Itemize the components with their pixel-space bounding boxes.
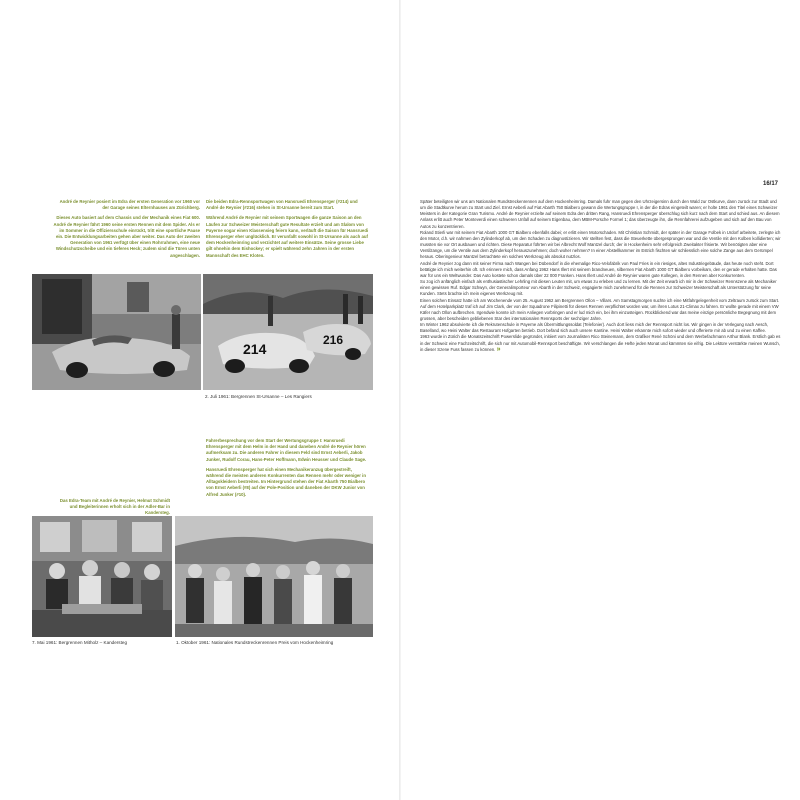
body-paragraph: Später beteiligten wir uns am Nationalen Rundstreckenrennen auf dem Hockenheimring. Damals fuhr man gegen den Uhrzeigersinn durch den Wald zur Ostkurve, dann zurück zur Stadt und um die Stadtkurve herum zu Start und Ziel. Ernst Aeberli auf Fiat Abarth 750 Bialbero gewann die Wertungsgruppe I, in der die Edras eingeteilt waren; er holte 1961 den Titel eines Schweizer Meisters in der Kategorie Gran Turismo. André de Reynier erzielte auf seinem Edra den dritten Rang, Hansruedi Ehrensperger überschlug sich kurz nach dem Start und schied aus. An diesem Anlass erlitt auch Peter Monteverdi einen schweren Unfall auf seinem Eigenbau, dem MBM-Porsche Formel 1; das überzeugte ihn, die Rennfahrerei aufzugeben und sich auf den Bau von Autos zu konzentrieren. — [420, 199, 780, 229]
car-number-216: 216 — [323, 333, 344, 347]
body-paragraph-text: 1963 wurde in Zürich die Monatszeitschrift Powerslide gegründet, initiiert vom Journalisten Rico Steinemann, dem Grafiker René Schöni und dem Werbefachmann Arthur Blank. Erstlich gab es in der Schweiz eine Fachzeitschrift, die sich nur mit Automobil-Rennsport beschäftigte. Wir verschlangen die Hefte jeden Monat und kämmten sie eifrig. Die Lektüre verstärkte meinen Wunsch, in dieser Szene Fuss fassen zu können. — [420, 334, 781, 352]
photo-drivers-briefing — [175, 516, 373, 637]
drivers-briefing-image — [175, 516, 373, 637]
car-number-214: 214 — [243, 341, 267, 357]
photo-caption-bottom-right: 1. Oktober 1961: Nationales Rundstreckenrennen Preis vom Hockenheimring — [176, 640, 334, 645]
caption-paragraph: André de Reynier posiert im Edra der ersten Generation vor 1960 vor der Garage seines Elternhauses am Zürichberg. — [59, 199, 200, 211]
race-cars-start-image — [203, 274, 373, 390]
caption-paragraph: Während André de Reynier mit seinem Sportwagen die ganze Saison an den Läufen zur Schweizer Meisterschaft gute Resultate erzielt und am Slalom von Payerne sogar einen Klassensieg feiern kann, verläuft die Saison für Hansruedi Ehrensperger eher unglücklich. Er verunfallt sowohl in St-Ursanne als auch auf dem Hockenheimring und verzichtet auf weitere Einsätze. Seine grosse Liebe gilt ohnehin dem Eishockey; er spielt während zehn Jahren in der ersten Mannschaft des EHC Kloten. — [206, 215, 369, 258]
body-paragraph: Im Winter 1962 absolvierte ich die Rekrutenschule in Payerne als Übermittlungssoldat (Telefonier). Auch dort liess mich der Rennsport nicht los. Wir gingen in der Verlegung nach Aesch, Baselland, wo Heini Walter das Restaurant Hofgarten betrieb. Dort befand sich auch unsere Kantine. Heini Walter erkannte mich sofort wieder und offerierte mir ab und zu einen Kaffee. — [420, 322, 769, 334]
caption-middle-right — [206, 438, 370, 502]
photo-caption-bottom-left: 7. Mai 1961: Bergrennen Mitholz – Kandersteg — [32, 640, 127, 645]
body-paragraph: Einen solchen Einsatz hatte ich am Wochenende vom 25. August 1962 am Bergrennen Ollon – Villars. Am Samstagmorgen suchte ich eine Mitfahrgelegenheit vom Zeltraum zurück zum Start. Auf dem Hotelparkplatz traf ich auf Jim Clark, der von der Squadrone Filipinetti für dieses Rennen verpflichtet worden war, um ihren Lotus 21-Climax zu fahren. Er wollte gerade mit einem VW Käfer nach Ollon aufbrechen. Irgendwie konnte ich mein Anliegen vorbringen und er lud mich ein, bei ihm einzusteigen. Rückblickend war das meine einzige persönliche Begegnung mit dem grossen, aber bescheiden gebliebenen Star des internationalen Rennsports der sechziger Jahre. — [420, 297, 780, 321]
body-paragraph: André de Reynier zog dann mit seiner Firma nach Wangen bei Dübendorf in die ehemalige Rico-Velofabrik von Paul Fries in ein riesiges, altes Industriegebäude, das heute noch steht. Dort betätigte ich mich weiterhin oft. Ich erinnere mich, dass Anfang 1962 Hans Illert mit seinem brandneuen, silbernen Fiat Abarth 1000 GT Bialbero vorbeikam, den er gerade erhalten hatte. Das war für uns ein Weltwunder. Das Auto kostete schon damals über 22 000 Franken. Hans Illert und André de Reynier waren gute Kollegen, in den Rennen aber Konkurrenten. — [420, 260, 777, 278]
body-paragraph-last — [420, 334, 782, 352]
photo-caption-top-right: 2. Juli 1961: Bergrennen St-Ursanne – Les Rangiers — [205, 394, 312, 399]
continue-arrow-icon: » — [496, 345, 501, 353]
caption-top-left — [52, 199, 200, 263]
body-text — [420, 199, 782, 353]
photo-spider-car-garage — [32, 274, 201, 390]
caption-paragraph: Fahrerbesprechung vor dem Start der Wertungsgruppe I: Hansruedi Ehrensperger mit dem Helm in der Hand und daneben André de Reynier hören aufmerksam zu. Die anderen Fahrer in diesem Feld sind Ernst Aeberli, Jakob Junker, Rudolf Corau, Hans-Peter Hoffmann, Edwin Heusser und Claude Sage. — [206, 438, 367, 462]
photo-team-bar — [32, 516, 172, 637]
caption-paragraph: Die beiden Edra-Rennsportwagen von Hansruedi Ehrensperger (#214) und André de Reynier (#216) stehen in St-Ursanne bereit zum Start. — [206, 199, 358, 211]
team-bar-image — [32, 516, 172, 637]
page-gutter — [399, 0, 401, 800]
spider-car-garage-image — [32, 274, 201, 390]
photo-race-cars-start — [203, 274, 373, 390]
body-paragraph: Roland Stierli war mit seinem Fiat Abarth 1000 GT Bialbero ebenfalls dabei; er erlitt einen Motorschaden. Mit Christian Schmidt, der später in der Garage Folbek in Urdorf arbeitete, zerlegte ich den Motor, d.h. wir nahmen den Zylinderkopf ab, um den Schaden zu diagnostizieren. Wir stellten fest, dass die Steuerkette übergesprungen war und die Ventile mit den Kolben kollidierten; wir mussten sie vor Ort ausbauen und richten. Diese Reparatur führten wir bei Albrecht Wolf Mantzel durch; der in Hockenheim sehr erfolgreich Zweitakter frisierte. Wir benötigten aber eine Ventilzange, um die Ventile aus dem Zylinderkopf herauszunehmen; doch woher nehmen? In einer Abstellkammer im Estrich fischten wir schliesslich eine solche Zange aus dem Gerümpel heraus. Oberingenieur Mantzel betrachtete ein solches Werkzeug als absolut nutzlos. — [420, 229, 781, 260]
body-paragraph: So zog ich anfänglich einfach als enthusiastischer Lehrling mit diesen Leuten mit, um etwas zu erleben und zu lernen. Mit der Zeit erwarb ich mir in der Schweizer Rennszene als Mechaniker einen gewissen Ruf. Edgar Schwyn, der Generalimporteur von Abarth in der Schweiz, engagierte mich zunehmend für die Rennen zur Schweizer Meisterschaft als Unterstützung für seine Kunden. Stets brachte ich mein eigenes Werkzeug mit. — [420, 279, 777, 297]
caption-paragraph: Dieses Auto basiert auf dem Chassis und der Mechanik eines Fiat 600. André de Reynier fährt 1960 seine ersten Rennen mit dem Spider. Als er im Sommer in die Offiziersschule einrückt, tritt eine sportliche Pause ein. Die Entwicklungsarbeiten gehen aber weiter. Das Auto der zweiten Generation von 1961 verfügt über einen Rohrrahmen, eine neue Windschutzscheibe und ein tieferes Heck; zudem sind die Türen unten angeschlagen. — [53, 215, 200, 258]
caption-top-right — [206, 199, 370, 263]
page-number: 16/17 — [763, 181, 779, 187]
caption-paragraph: Das Edra-Team mit André de Reynier, Helmut Schmidt und Begleiterinnen erholt sich in der Adler-Bar in Kandersteg. — [59, 498, 170, 516]
caption-paragraph: Hansruedi Ehrensperger hat sich einen Mechanikeranzug übergestreift, während die meisten anderen Konkurrenten das Rennen mehr oder weniger in Alltagskleidern bestreiten. Im Hintergrund stehen der Fiat Abarth 750 Bialbero von Ernst Aeberli (#8) auf der Pole-Position und daneben der DKW Junior von Alfred Junker (#10). — [206, 466, 366, 497]
